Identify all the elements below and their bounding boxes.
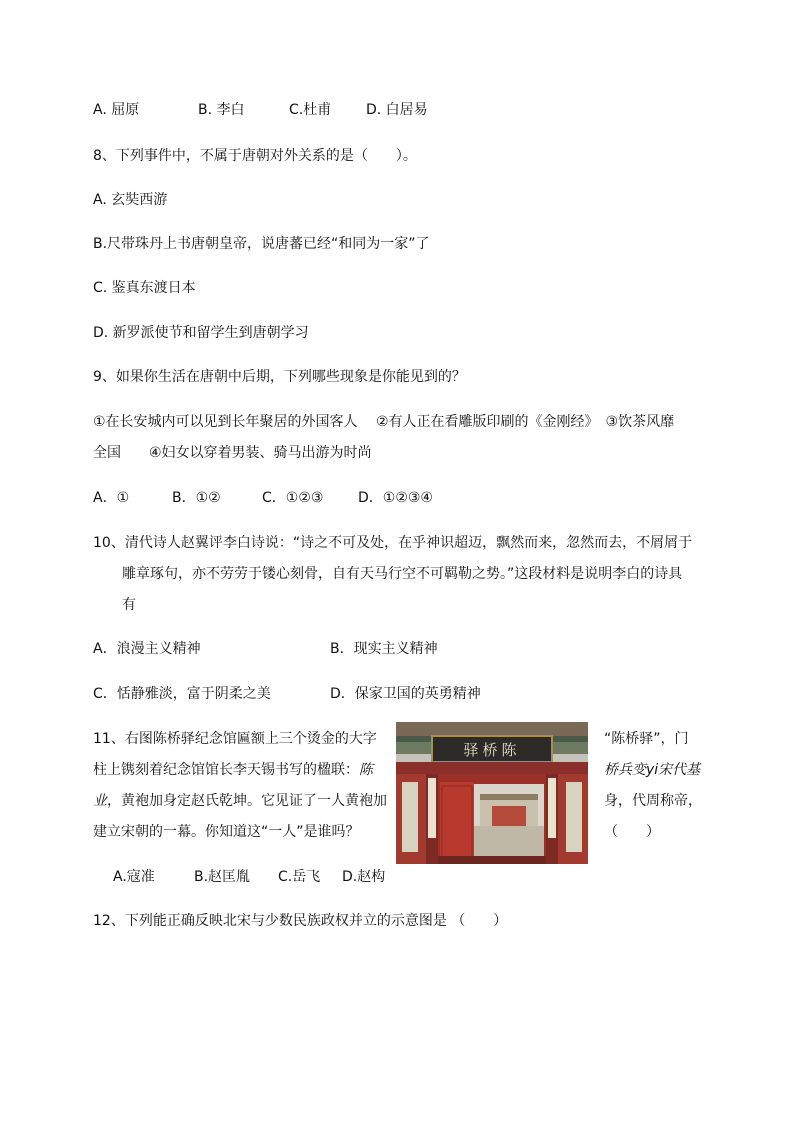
q11-stem-left-3 [93,791,387,811]
q11-stem-left-2-text: 柱上镌刻着纪念馆馆长李天锡书写的楹联： [93,762,359,778]
q11-stem-left-3-text: ，黄袍加身定赵氏乾坤。它见证了一人黄袍加 [107,793,387,809]
q11-stem-right-1: “陈桥驿”，门 [604,731,689,747]
chenqiao-memorial-photo [396,722,588,864]
q10-stem-line-2: 雕章琢句，亦不劳劳于镂心刻骨，自有天马行空不可羁勒之势。”这段材料是说明李白的诗具 [122,566,683,582]
q8-option-c: C. 鉴真东渡日本 [93,280,196,296]
q8-option-b: B.尺带珠丹上书唐朝皇帝，说唐蕃已经“和同为一家”了 [93,236,430,252]
q7-option-d: D. 白居易 [366,102,428,118]
q11-option-b: B.赵匡胤 [194,869,251,885]
q10-stem-line-3: 有 [122,597,136,613]
q11-option-d: D.赵构 [342,869,386,885]
q9-option-d: D．①②③④ [358,490,433,506]
q10-option-a: A．浪漫主义精神 [93,641,201,657]
q11-stem-left-2 [93,760,373,780]
q10-option-c: C．恬静雅淡，富于阴柔之美 [93,686,271,702]
plaque-inscription: 驿桥陈 [463,741,521,759]
q8-option-a: A. 玄奘西游 [93,192,168,208]
q9-statements-line-1: ①在长安城内可以见到长年聚居的外国客人 ②有人正在看雕版印刷的《金刚经》 ③饮茶风靡 [93,414,675,430]
q11-answer-bracket: （ ） [604,824,660,840]
q7-option-a: A. 屈原 [93,102,140,118]
q7-option-b: B. 李白 [198,102,245,118]
q8-stem: 8、下列事件中，不属于唐朝对外关系的是（ ）。 [93,148,417,164]
q11-stem-left-4: 建立宋朝的一幕。你知道这“一人”是谁吗？ [93,824,360,840]
q11-couplet-start: 陈 [359,762,373,778]
q7-option-c: C.杜甫 [289,102,332,118]
q11-stem-left-1: 11、右图陈桥驿纪念馆匾额上三个烫金的大字 [93,731,377,747]
q8-option-d: D. 新罗派使节和留学生到唐朝学习 [93,325,309,341]
q9-option-a: A．① [93,490,130,506]
q12-stem: 12、下列能正确反映北宋与少数民族政权并立的示意图是 （ ） [93,913,508,929]
q11-option-c: C.岳飞 [278,869,321,885]
q9-option-b: B．①② [172,490,221,506]
q11-stem-right-2: 桥兵变yi宋代基 [604,762,701,778]
q10-stem-line-1: 10、清代诗人赵翼评李白诗说：“诗之不可及处，在乎神识超迈，飘然而来，忽然而去，不屑屑于 [93,535,693,551]
q10-option-d: D．保家卫国的英勇精神 [330,686,481,702]
q10-option-b: B．现实主义精神 [330,641,438,657]
q11-couplet-end: 业 [93,793,107,809]
q9-statements-line-2: 全国 ④妇女以穿着男装、骑马出游为时尚 [93,445,372,461]
q11-option-a: A.寇准 [113,869,155,885]
q11-stem-right-3: 身，代周称帝， [604,793,702,809]
q9-option-c: C．①②③ [262,490,324,506]
memorial-gate-illustration [396,722,588,864]
q9-stem: 9、如果你生活在唐朝中后期，下列哪些现象是你能见到的？ [93,369,466,385]
